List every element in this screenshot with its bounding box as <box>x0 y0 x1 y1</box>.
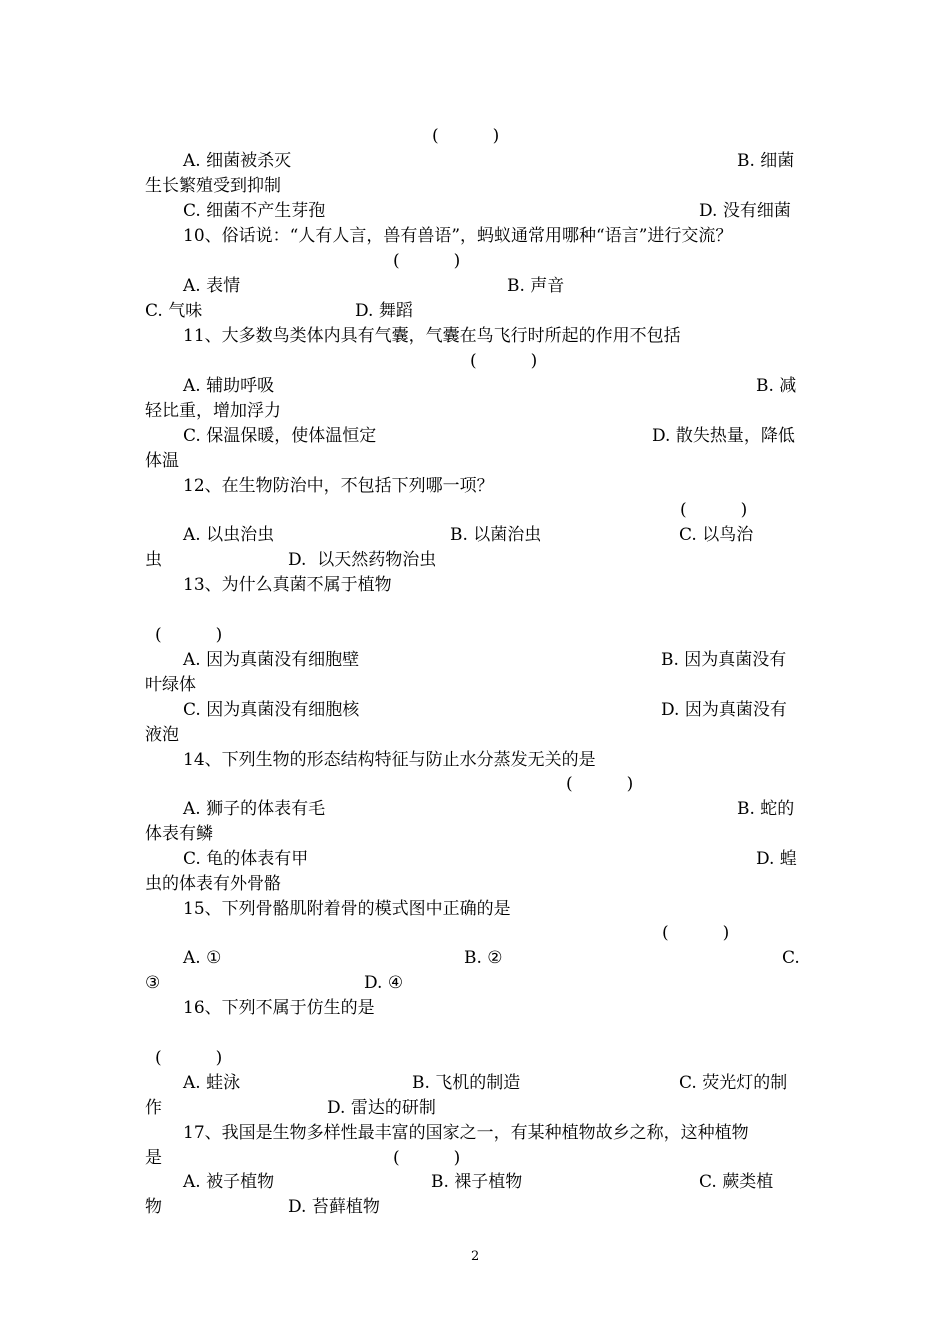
q12-answer-bracket: ( ) <box>680 500 748 520</box>
q12-option-a: A. 以虫治虫 <box>183 525 275 545</box>
q13-option-d-wrap: 液泡 <box>145 725 179 745</box>
q11-option-d: D. 散失热量，降低 <box>652 426 795 446</box>
q16-option-d: D. 雷达的研制 <box>327 1098 436 1118</box>
q17-option-c: C. 蕨类植 <box>699 1172 774 1192</box>
q9-option-d: D. 没有细菌 <box>699 201 791 221</box>
q13-option-a: A. 因为真菌没有细胞壁 <box>183 650 360 670</box>
q10-option-a: A. 表情 <box>183 276 241 296</box>
q9-option-b: B. 细菌 <box>737 151 795 171</box>
q12-option-d: D. 以天然药物治虫 <box>288 550 437 570</box>
q11-option-a: A. 辅助呼吸 <box>183 376 275 396</box>
q15-option-c: C. <box>782 948 800 968</box>
q17-option-c-wrap: 物 <box>145 1197 162 1217</box>
q10-option-c: C. 气味 <box>145 301 203 321</box>
q16-option-c: C. 荧光灯的制 <box>679 1073 788 1093</box>
q17-option-b: B. 裸子植物 <box>431 1172 523 1192</box>
q16-option-c-wrap: 作 <box>145 1098 162 1118</box>
q17-option-a: A. 被子植物 <box>183 1172 275 1192</box>
q14-stem: 14、下列生物的形态结构特征与防止水分蒸发无关的是 <box>183 750 596 770</box>
q9-option-c: C. 细菌不产生芽孢 <box>183 201 326 221</box>
q15-option-c-wrap: ③ <box>145 973 161 993</box>
q11-stem: 11、大多数鸟类体内具有气囊，气囊在鸟飞行时所起的作用不包括 <box>183 326 681 346</box>
q14-option-c: C. 龟的体表有甲 <box>183 849 309 869</box>
q14-option-b-wrap: 体表有鳞 <box>145 824 213 844</box>
q10-answer-bracket: ( ) <box>393 251 461 271</box>
q12-option-c-wrap: 虫 <box>145 550 162 570</box>
q16-stem: 16、下列不属于仿生的是 <box>183 998 375 1018</box>
q10-option-d: D. 舞蹈 <box>355 301 413 321</box>
q13-option-c: C. 因为真菌没有细胞核 <box>183 700 360 720</box>
q14-answer-bracket: ( ) <box>566 774 634 794</box>
q15-stem: 15、下列骨骼肌附着骨的模式图中正确的是 <box>183 899 511 919</box>
q15-option-a: A. ① <box>183 948 222 968</box>
q13-option-b-wrap: 叶绿体 <box>145 675 196 695</box>
q16-option-a: A. 蛙泳 <box>183 1073 241 1093</box>
q14-option-b: B. 蛇的 <box>737 799 795 819</box>
q15-option-b: B. ② <box>464 948 503 968</box>
q11-option-d-wrap: 体温 <box>145 451 179 471</box>
q12-option-b: B. 以菌治虫 <box>450 525 542 545</box>
q16-option-b: B. 飞机的制造 <box>412 1073 521 1093</box>
q15-option-d: D. ④ <box>364 973 404 993</box>
q10-stem: 10、俗话说：“人有人言，兽有兽语”，蚂蚁通常用哪种“语言”进行交流？ <box>183 226 733 246</box>
q14-option-d-wrap: 虫的体表有外骨骼 <box>145 874 281 894</box>
q14-option-d: D. 蝗 <box>756 849 797 869</box>
q11-option-b: B. 减 <box>756 376 797 396</box>
q11-option-b-wrap: 轻比重，增加浮力 <box>145 401 281 421</box>
q11-answer-bracket: ( ) <box>470 351 538 371</box>
q11-option-c: C. 保温保暖，使体温恒定 <box>183 426 377 446</box>
q13-stem: 13、为什么真菌不属于植物 <box>183 575 392 595</box>
q12-option-c: C. 以鸟治 <box>679 525 754 545</box>
q9-answer-bracket: ( ) <box>432 126 500 146</box>
q17-stem-wrap: 是 <box>145 1148 162 1168</box>
q12-stem: 12、在生物防治中，不包括下列哪一项？ <box>183 476 494 496</box>
q17-answer-bracket: ( ) <box>393 1148 461 1168</box>
q9-option-a: A. 细菌被杀灭 <box>183 151 292 171</box>
q15-answer-bracket: ( ) <box>662 923 730 943</box>
q17-option-d: D. 苔藓植物 <box>288 1197 380 1217</box>
q16-answer-bracket: ( ) <box>155 1048 223 1068</box>
q13-option-d: D. 因为真菌没有 <box>661 700 787 720</box>
q10-option-b: B. 声音 <box>507 276 565 296</box>
q14-option-a: A. 狮子的体表有毛 <box>183 799 326 819</box>
q13-option-b: B. 因为真菌没有 <box>661 650 787 670</box>
page-number: 2 <box>471 1249 480 1264</box>
q13-answer-bracket: ( ) <box>155 625 223 645</box>
q17-stem: 17、我国是生物多样性最丰富的国家之一，有某种植物故乡之称，这种植物 <box>183 1123 749 1143</box>
q9-option-b-wrap: 生长繁殖受到抑制 <box>145 176 281 196</box>
